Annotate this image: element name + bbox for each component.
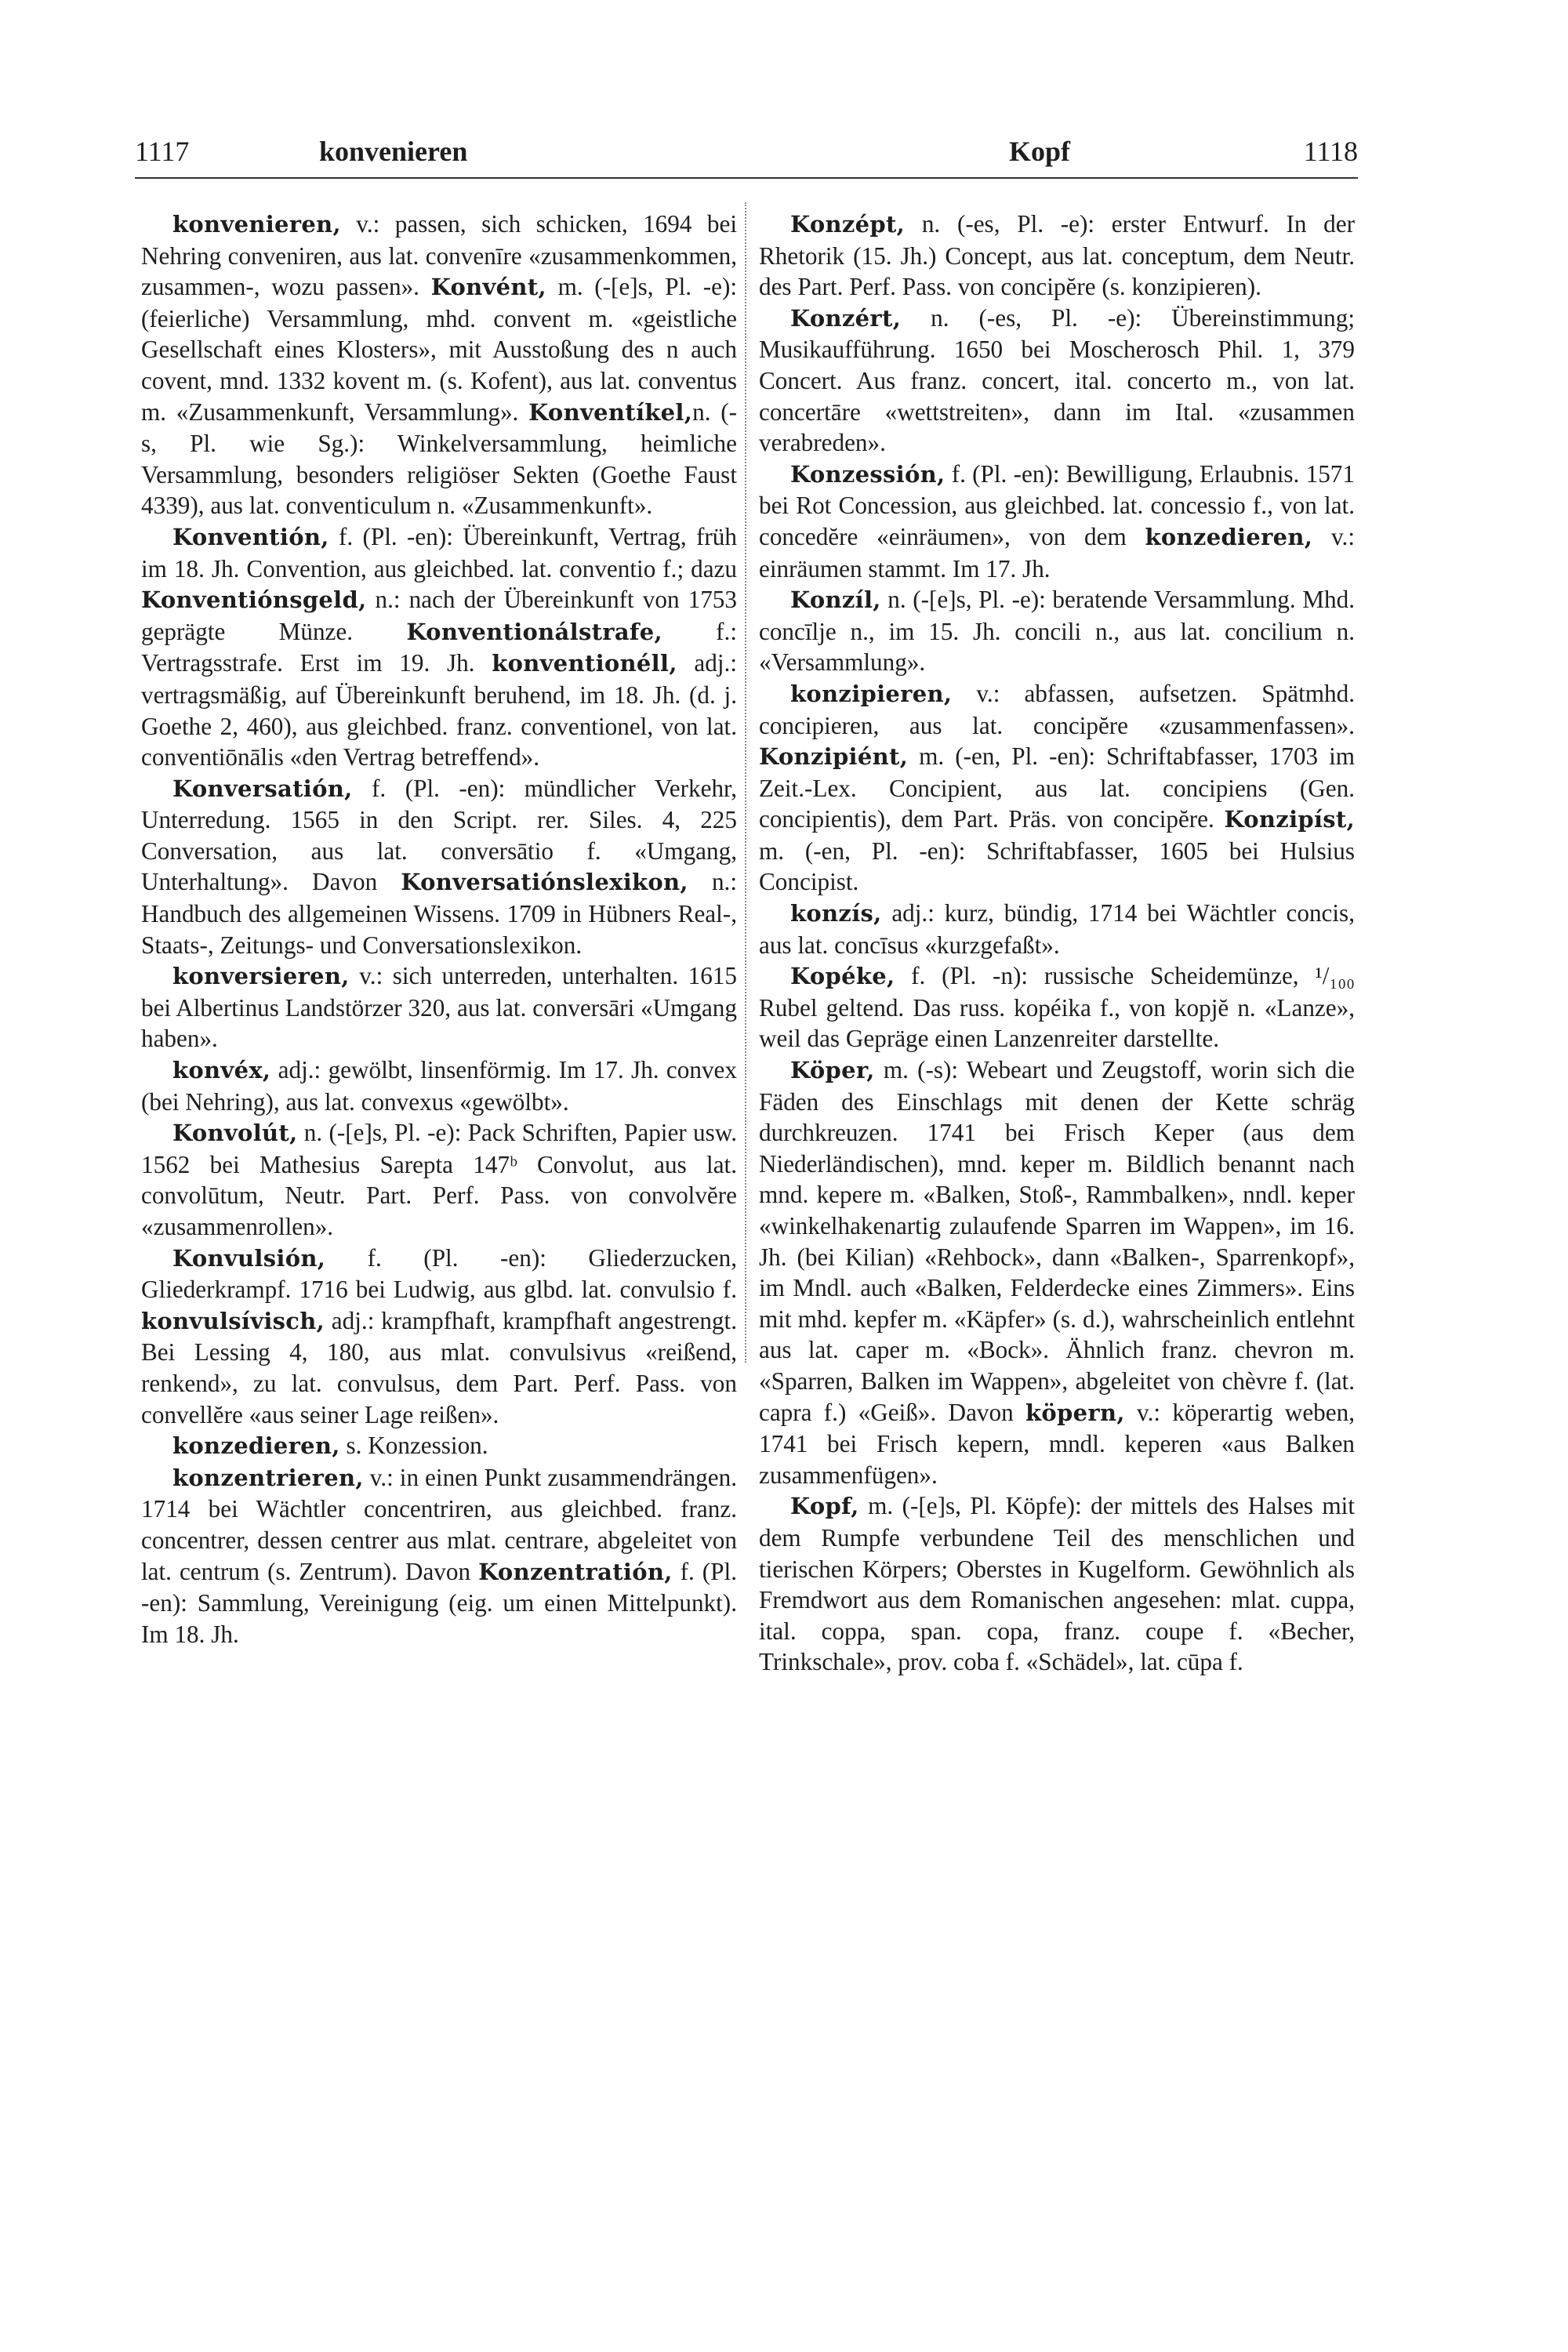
entry-definition: n. (-[e]s, Pl. -e): beratende Versammlung. Mhd. concīlje n., im 15. Jh. concili n., aus lat. concilium n. «Versammlung». <box>759 586 1355 677</box>
entry-headword: konzís, <box>790 900 882 927</box>
entry-headword: köpern, <box>1025 1399 1125 1426</box>
header-rule <box>135 177 1358 179</box>
entry-headword: Konvulsión, <box>172 1244 326 1272</box>
entry-definition: n. (-s, Pl. wie Sg.): Winkelversammlung, heimliche Versammlung, besonders religiöser Sekten (Goethe Faust 4339), aus lat. conventiculum n. «Zusammenkunft». <box>141 397 737 520</box>
dictionary-entry <box>141 1430 737 1462</box>
entry-headword: Konzért, <box>790 304 902 332</box>
dictionary-entry <box>759 209 1355 303</box>
entry-headword: Kopf, <box>790 1493 859 1520</box>
dictionary-entry <box>759 303 1355 459</box>
entry-definition: adj.: gewölbt, linsenförmig. Im 17. Jh. convex (bei Nehring), aus lat. convexus «gewölbt». <box>141 1056 737 1116</box>
dictionary-entry <box>141 1462 737 1650</box>
entry-headword: Konventíkel, <box>528 398 693 426</box>
entry-definition: m. (-s): Webeart und Zeugstoff, worin sich die Fäden des Einschlags mit denen der Kette schräg durchkreuzen. 1741 bei Frisch Keper (aus dem Niederländischen), mnd. keper m. Bildlich benannt nach mnd. kepere m. «Balken, Stoß-, Rammbalken», nndl. keper «winkelhakenartig zulaufende Sparren im Wappen», im 16. Jh. (bei Kilian) «Rehbock», dann «Balken-, Sparrenkopf», im Mndl. auch «Balken, Felderdecke eines Zimmers». Eins mit mhd. kepfer m. «Käpfer» (s. d.), wahrscheinlich entlehnt aus lat. caper m. «Bock». Ähnlich franz. chevron m. «Sparren, Balken im Wappen», abgeleitet von chèvre f. (lat. capra f.) «Geiß». Davon <box>759 1056 1355 1426</box>
entry-headword: konzedieren, <box>172 1432 340 1460</box>
entry-definition: n. (-es, Pl. -e): erster Entwurf. In der Rhetorik (15. Jh.) Concept, aus lat. conceptum, dem Neutr. des Part. Perf. Pass. von concipĕre (s. konzipieren). <box>759 210 1355 301</box>
entry-definition: adj.: vertragsmäßig, auf Übereinkunft beruhend, im 18. Jh. (d. j. Goethe 2, 460), aus gleichbed. franz. conventionel, von lat. conventiōnālis «den Vertrag betreffend». <box>141 649 737 771</box>
entry-headword: Köper, <box>790 1057 875 1084</box>
entry-headword: Konzipíst, <box>1224 806 1355 833</box>
dictionary-entry <box>141 1117 737 1242</box>
entry-definition: f. (Pl. -en): Bewilligung, Erlaubnis. 1571 bei Rot Concession, aus gleichbed. lat. concessio f., von lat. concedĕre «einräumen», von dem <box>759 459 1355 550</box>
entry-definition: v.: abfassen, aufsetzen. Spätmhd. concipieren, aus lat. concipĕre «zusammenfassen». <box>759 679 1355 739</box>
entry-definition: f. (Pl. -en): Sammlung, Vereinigung (eig. um einen Mittelpunkt). Im 18. Jh. <box>141 1557 737 1648</box>
entry-headword: Konvolút, <box>172 1120 298 1147</box>
entry-headword: Konzíl, <box>790 586 881 614</box>
entry-headword: Konzentratión, <box>478 1558 673 1585</box>
entry-headword: Kopéke, <box>790 963 895 990</box>
entry-definition: v.: sich unterreden, unterhalten. 1615 bei Albertinus Landstörzer 320, aus lat. conversāri «Umgang haben». <box>141 962 737 1053</box>
dictionary-entry <box>141 960 737 1054</box>
left-column <box>141 209 737 1650</box>
right-page-number: 1118 <box>1303 136 1358 167</box>
entry-headword: konventionéll, <box>492 650 677 677</box>
entry-definition: n.: Handbuch des allgemeinen Wissens. 1709 in Hübners Real-, Staats-, Zeitungs- und Conversationslexikon. <box>141 868 737 959</box>
entry-definition: f. (Pl. -n): russische Scheidemünze, ¹/₁₀₀ Rubel geltend. Das russ. kopéika f., von kopjĕ n. «Lanze», weil das Gepräge einen Lanzenreiter darstellte. <box>759 962 1355 1053</box>
entry-headword: Konzessión, <box>790 460 946 488</box>
entry-headword: Konversatión, <box>172 775 353 802</box>
entry-headword: Konventiónsgeld, <box>141 586 367 614</box>
entry-headword: konzedieren, <box>1145 523 1313 550</box>
entry-headword: Konzipiént, <box>759 743 909 771</box>
entry-definition: v.: in einen Punkt zusammendrängen. 1714 bei Wächtler concentriren, aus gleichbed. franz. concentrer, dessen centrer aus mlat. centrare, abgeleitet von lat. centrum (s. Zentrum). Davon <box>141 1463 737 1585</box>
entry-headword: Konzépt, <box>790 211 906 238</box>
entry-definition: f.: Vertragsstrafe. Erst im 19. Jh. <box>141 617 737 677</box>
right-guide-word: Kopf <box>1009 136 1071 167</box>
entry-definition: n. (-[e]s, Pl. -e): Pack Schriften, Papier usw. 1562 bei Mathesius Sarepta 147ᵇ Convolut, aus lat. convolūtum, Neutr. Part. Perf. Pass. von convolvĕre «zusammenrollen». <box>141 1119 737 1240</box>
entry-headword: konvenieren, <box>172 211 341 238</box>
entry-headword: Konvént, <box>430 274 546 301</box>
dictionary-entry <box>141 1243 737 1431</box>
dictionary-entry <box>141 521 737 773</box>
entry-headword: konzentrieren, <box>172 1464 364 1491</box>
entry-definition: m. (-[e]s, Pl. Köpfe): der mittels des Halses mit dem Rumpfe verbundene Teil des menschlichen und tierischen Körpers; Oberstes in Kugelform. Gewöhnlich als Fremdwort aus dem Romanischen angesehen: mlat. cuppa, ital. coppa, span. copa, franz. coupe f. «Becher, Trinkschale», prov. coba f. «Schädel», lat. cūpa f. <box>759 1492 1355 1676</box>
left-page-number: 1117 <box>135 136 190 167</box>
entry-definition: v.: passen, sich schicken, 1694 bei Nehring conveniren, aus lat. convenīre «zusammenkommen, zusammen-, wozu passen». <box>141 210 737 301</box>
left-guide-word: konvenieren <box>319 136 468 167</box>
entry-definition: m. (-en, Pl. -en): Schriftabfasser, 1605 bei Hulsius Concipist. <box>759 837 1355 896</box>
entry-headword: konzipieren, <box>790 680 953 707</box>
running-header <box>135 135 1358 174</box>
entry-definition: s. Konzession. <box>339 1432 488 1460</box>
dictionary-entry <box>141 1054 737 1117</box>
dictionary-entry <box>141 209 737 521</box>
entry-definition: adj.: krampfhaft, krampfhaft angestrengt. Bei Lessing 4, 180, aus mlat. convulsivus «reißend, renkend», zu lat. convulsus, dem Part. Perf. Pass. von convellĕre «aus seiner Lage reißen». <box>141 1306 737 1428</box>
entry-headword: konvéx, <box>172 1057 271 1084</box>
entry-definition: v.: köperartig weben, 1741 bei Frisch kepern, mndl. keperen «aus Balken zusammenfügen». <box>759 1398 1355 1489</box>
entry-headword: Konversatiónslexikon, <box>401 869 688 896</box>
entry-headword: Konventionálstrafe, <box>406 618 662 645</box>
entry-definition: m. (-en, Pl. -en): Schriftabfasser, 1703 im Zeit.-Lex. Concipient, aus lat. concipiens (Gen. concipientis), dem Part. Präs. von concipĕre. <box>759 742 1355 833</box>
entry-definition: f. (Pl. -en): Übereinkunft, Vertrag, früh im 18. Jh. Convention, aus gleichbed. lat. conventio f.; dazu <box>141 522 737 583</box>
dictionary-entry <box>759 1054 1355 1490</box>
right-column <box>759 209 1355 1678</box>
dictionary-entry <box>759 960 1355 1054</box>
column-divider <box>745 202 746 1363</box>
dictionary-entry <box>759 584 1355 678</box>
entry-headword: konvulsívisch, <box>141 1307 325 1334</box>
dictionary-entry <box>759 459 1355 584</box>
entry-definition: f. (Pl. -en): mündlicher Verkehr, Unterredung. 1565 in den Script. rer. Siles. 4, 225 Conversation, aus lat. conversātio f. «Umgang, Unterhaltung». Davon <box>141 774 737 896</box>
entry-definition: v.: einräumen stammt. Im 17. Jh. <box>759 522 1355 583</box>
dictionary-entry <box>759 678 1355 898</box>
entry-definition: adj.: kurz, bündig, 1714 bei Wächtler concis, aus lat. concīsus «kurzgefaßt». <box>759 899 1355 959</box>
dictionary-entry <box>759 1490 1355 1678</box>
entry-definition: f. (Pl. -en): Gliederzucken, Gliederkrampf. 1716 bei Ludwig, aus glbd. lat. convulsio f. <box>141 1243 737 1304</box>
entry-definition: n.: nach der Übereinkunft von 1753 geprägte Münze. <box>141 586 737 645</box>
entry-headword: konversieren, <box>172 963 350 990</box>
dictionary-entry <box>759 898 1355 960</box>
dictionary-entry <box>141 773 737 961</box>
entry-definition: m. (-[e]s, Pl. -e): (feierliche) Versammlung, mhd. convent m. «geistliche Gesellschaft eines Klosters», mit Ausstoßung des n auch covent, mnd. 1332 kovent m. (s. Kofent), aus lat. conventus m. «Zusammenkunft, Versammlung». <box>141 273 737 426</box>
entry-definition: n. (-es, Pl. -e): Übereinstimmung; Musikaufführung. 1650 bei Moscherosch Phil. 1, 379 Concert. Aus franz. concert, ital. concerto m., von lat. concertāre «wettstreiten», dann im Ital. «zusammen verabreden». <box>759 303 1355 457</box>
entry-headword: Konventión, <box>172 523 329 550</box>
